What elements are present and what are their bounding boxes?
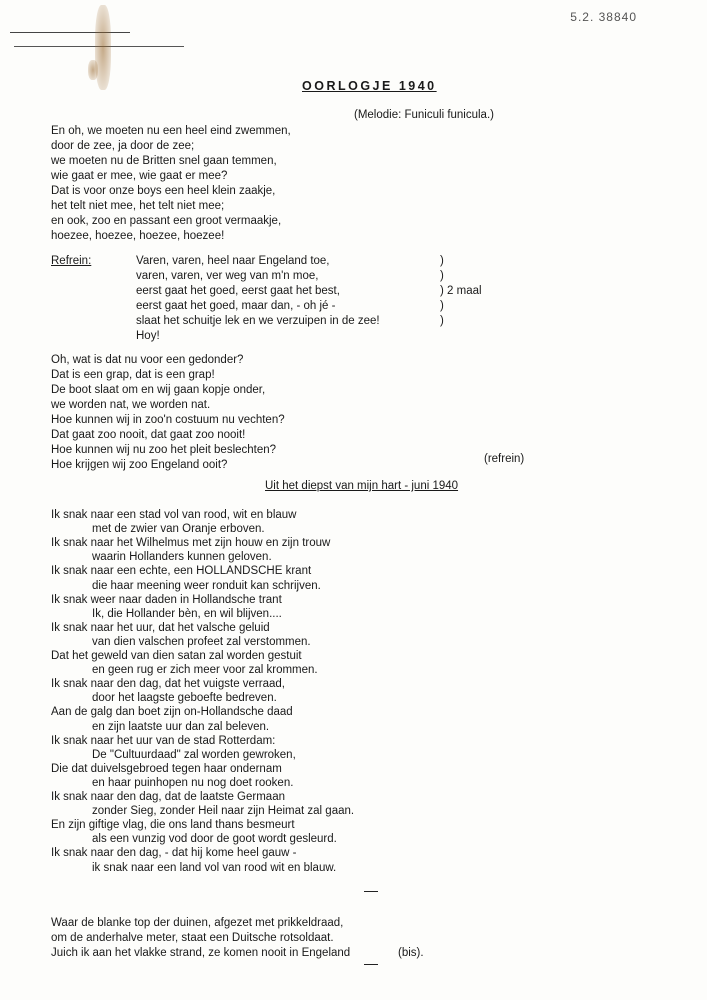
poem-line: Ik snak weer naar daden in Hollandsche trant (51, 593, 282, 606)
poem-line: en geen rug er zich meer voor zal krommen. (92, 664, 318, 677)
poem-line: Dat het geweld van dien satan zal worden gestuit (51, 650, 302, 662)
poem-line: Juich ik aan het vlakke strand, ze komen nooit in Engeland (51, 947, 351, 959)
poem-line: en zijn laatste uur dan zal beleven. (92, 720, 270, 733)
scan-line-top (10, 32, 130, 33)
refrain-line: varen, varen, ver weg van m'n moe, (136, 270, 319, 282)
poem-line: als een vunzig vod door de goot wordt gesleurd. (92, 833, 337, 846)
poem-line: Ik snak naar den dag, dat de laatste Germaan (51, 791, 285, 803)
poem-line: door het laagste geboefte bedreven. (92, 692, 277, 705)
refrain-note: (refrein) (484, 453, 525, 465)
verse-line: we worden nat, we worden nat. (51, 399, 211, 411)
refrain-line: Hoy! (136, 330, 160, 342)
poem-line: Ik, die Hollander bèn, en wil blijven.... (92, 607, 282, 620)
refrain-line: eerst gaat het goed, eerst gaat het best, (136, 285, 340, 297)
poem-line: Ik snak naar den dag, - dat hij kome heel gauw - (51, 847, 297, 860)
verse-line: Hoe krijgen wij zoo Engeland ooit? (51, 459, 228, 471)
refrain-bracket: ) 2 maal (440, 285, 482, 297)
poem-line: Ik snak naar den dag, dat het vuigste verraad, (51, 678, 285, 691)
rust-stain-2 (88, 60, 98, 80)
poem-line: Die dat duivelsgebroed tegen haar ondernam (51, 762, 282, 775)
verse-line: en ook, zoo en passant een groot vermaakje, (51, 215, 282, 227)
poem-line: ik snak naar een land vol van rood wit en blauw. (92, 861, 337, 874)
verse-line: Hoe kunnen wij in zoo'n costuum nu vechten? (51, 414, 285, 426)
page-title: OORLOGJE 1940 (302, 79, 437, 93)
poem-line: die haar meening weer ronduit kan schrijven. (92, 579, 321, 592)
melody-note: (Melodie: Funiculi funicula.) (354, 109, 494, 121)
bis-note: (bis). (398, 947, 424, 959)
verse-line: we moeten nu de Britten snel gaan temmen, (51, 155, 277, 167)
poem-line: Waar de blanke top der duinen, afgezet met prikkeldraad, (51, 917, 344, 929)
verse-line: En oh, we moeten nu een heel eind zwemmen, (51, 125, 291, 137)
verse-line: hoezee, hoezee, hoezee, hoezee! (51, 230, 225, 242)
poem-line: Aan de galg dan boet zijn on-Hollandsche daad (51, 706, 293, 719)
verse-line: De boot slaat om en wij gaan kopje onder, (51, 384, 266, 396)
poem-line: waarin Hollanders kunnen geloven. (92, 551, 272, 564)
refrain-line: eerst gaat het goed, maar dan, - oh jé - (136, 300, 336, 312)
refrain-bracket: ) (440, 300, 444, 312)
poem-line: Ik snak naar een stad vol van rood, wit en blauw (51, 509, 297, 521)
poem-line: En zijn giftige vlag, die ons land thans besmeurt (51, 819, 295, 832)
song2-title: Uit het diepst van mijn hart - juni 1940 (265, 480, 459, 492)
verse-line: Hoe kunnen wij nu zoo het pleit beslechten? (51, 444, 277, 456)
poem-line: om de anderhalve meter, staat een Duitsche rotsoldaat. (51, 932, 334, 944)
rust-stain (95, 5, 111, 90)
verse-line: het telt niet mee, het telt niet mee; (51, 200, 225, 212)
refrain-line: slaat het schuitje lek en we verzuipen in de zee! (136, 315, 380, 327)
verse-line: wie gaat er mee, wie gaat er mee? (51, 170, 228, 182)
refrain-bracket: ) (440, 315, 444, 327)
verse-line: Dat is voor onze boys een heel klein zaakje, (51, 185, 276, 197)
verse-line: Dat gaat zoo nooit, dat gaat zoo nooit! (51, 429, 246, 441)
poem-line: en haar puinhopen nu nog doet rooken. (92, 776, 294, 789)
divider-bottom (364, 964, 378, 965)
refrain-bracket: ) (440, 270, 444, 282)
poem-line: met de zwier van Oranje erboven. (92, 523, 265, 536)
refrain-line: Varen, varen, heel naar Engeland toe, (136, 255, 330, 267)
verse-line: door de zee, ja door de zee; (51, 140, 195, 152)
archive-reference: 5.2. 38840 (570, 10, 637, 24)
poem-line: Ik snak naar het uur van de stad Rotterdam: (51, 734, 276, 747)
poem-line: De "Cultuurdaad" zal worden gewroken, (92, 748, 296, 761)
refrain-bracket: ) (440, 255, 444, 267)
divider (364, 891, 378, 892)
refrain-label: Refrein: (51, 255, 92, 267)
poem-line: zonder Sieg, zonder Heil naar zijn Heimat zal gaan. (92, 805, 355, 818)
poem-line: Ik snak naar het uur, dat het valsche geluid (51, 621, 270, 634)
poem-line: Ik snak naar het Wilhelmus met zijn houw en zijn trouw (51, 537, 331, 550)
poem-line: Ik snak naar een echte, een HOLLANDSCHE krant (51, 565, 312, 578)
verse-line: Dat is een grap, dat is een grap! (51, 369, 215, 381)
verse-line: Oh, wat is dat nu voor een gedonder? (51, 354, 244, 366)
poem-line: van dien valschen profeet zal verstommen. (92, 635, 311, 648)
